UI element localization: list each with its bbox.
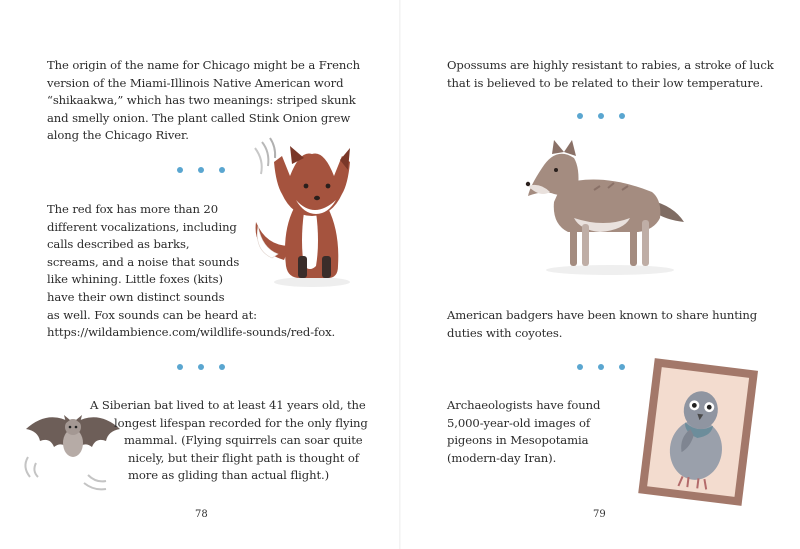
framed-pigeon-illustration xyxy=(632,358,764,508)
section-divider xyxy=(177,167,225,173)
fox-line: have their own distinct sounds xyxy=(47,289,225,304)
pigeon-line: 5,000-year-old images of xyxy=(447,415,591,430)
fox-link[interactable]: https://wildambience.com/wildlife-sounds/red-fox. xyxy=(47,325,336,340)
divider-dot xyxy=(619,113,625,119)
pigeon-line: Archaeologists have found xyxy=(447,398,601,412)
fox-line: as well. Fox sounds can be heard at: xyxy=(47,307,257,322)
fox-line: screams, and a noise that sounds xyxy=(47,254,240,269)
chicago-line: The origin of the name for Chicago might be a French xyxy=(47,58,361,72)
bat-line: more as gliding than actual flight.) xyxy=(128,468,330,483)
bat-line: longest lifespan recorded for the only flying xyxy=(114,415,368,430)
chicago-line: along the Chicago River. xyxy=(47,128,189,143)
pigeon-line: (modern-day Iran). xyxy=(447,450,557,465)
bat-line: mammal. (Flying squirrels can soar quite xyxy=(124,433,363,448)
opossum-line: that is believed to be related to their low temperature. xyxy=(447,75,764,90)
opossum-paragraph xyxy=(447,57,774,92)
divider-dot xyxy=(598,364,604,370)
pigeon-paragraph xyxy=(447,397,600,467)
divider-dot xyxy=(577,364,583,370)
divider-dot xyxy=(198,364,204,370)
divider-dot xyxy=(577,113,583,119)
divider-dot xyxy=(198,167,204,173)
fox-line: The red fox has more than 20 xyxy=(47,202,218,216)
bat-paragraph xyxy=(90,397,368,485)
opossum-line: Opossums are highly resistant to rabies, a stroke of luck xyxy=(447,58,774,72)
page-number: 79 xyxy=(593,509,606,520)
pigeon-line: pigeons in Mesopotamia xyxy=(447,433,589,448)
chicago-line: and smelly onion. The plant called Stink Onion grew xyxy=(47,110,351,125)
chicago-line: “shikaakwa,” which has two meanings: striped skunk xyxy=(47,93,356,108)
right-page xyxy=(400,0,800,549)
divider-dot xyxy=(177,364,183,370)
page-number: 78 xyxy=(195,509,208,520)
fox-line: like whining. Little foxes (kits) xyxy=(47,272,223,287)
section-divider xyxy=(177,364,225,370)
bat-line: A Siberian bat lived to at least 41 years old, the xyxy=(90,398,366,412)
bat-line: nicely, but their flight path is thought of xyxy=(128,450,359,465)
badger-line: American badgers have been known to share hunting xyxy=(447,308,758,322)
divider-dot xyxy=(219,364,225,370)
divider-dot xyxy=(598,113,604,119)
badger-paragraph xyxy=(447,307,757,342)
red-fox-illustration xyxy=(250,130,370,290)
divider-dot xyxy=(219,167,225,173)
divider-dot xyxy=(177,167,183,173)
badger-line: duties with coyotes. xyxy=(447,325,563,340)
coyote-illustration xyxy=(522,138,687,278)
section-divider xyxy=(577,113,625,119)
chicago-line: version of the Miami-Illinois Native American word xyxy=(47,75,344,90)
divider-dot xyxy=(619,364,625,370)
section-divider xyxy=(577,364,625,370)
fox-line: different vocalizations, including xyxy=(47,219,237,234)
fox-line: calls described as barks, xyxy=(47,237,190,252)
